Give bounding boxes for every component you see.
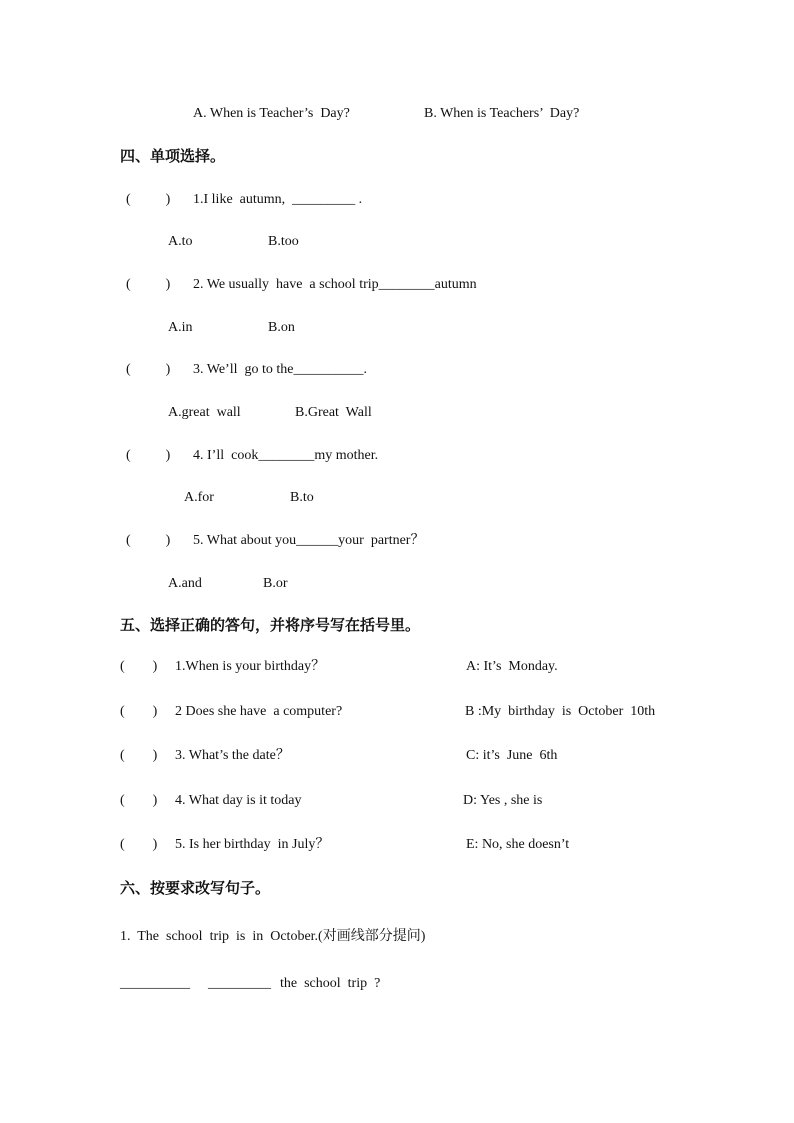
answer-bracket: ( ) [126,362,171,377]
question-text: 3. What’s the date？ [175,748,290,763]
question-text: 2 Does she have a computer? [175,704,343,719]
question-text: 4. I’ll cook________my mother. [193,448,379,463]
option-b: B.to [290,490,314,505]
option-a: A.for [184,490,214,505]
option-b: B.too [268,234,299,249]
answer-bracket: ( ) [120,793,158,808]
question-text: 2. We usually have a school trip________autumn [193,277,477,292]
question-text: 3. We’ll go to the__________. [193,362,367,377]
answer-bracket: ( ) [120,704,158,719]
question-text: 5. What about you______your partner？ [193,533,425,548]
section4-title: 四、单项选择。 [120,147,226,165]
answer-option: C: it’s June 6th [466,748,558,763]
rewrite-question: 1. The school trip is in October.(对画线部分提问) [120,929,426,944]
answer-bracket: ( ) [126,533,171,548]
answer-blank: __________ [120,976,190,991]
option-a: A.and [168,576,202,591]
answer-option: B :My birthday is October 10th [465,704,656,719]
option-a: A.great wall [168,405,241,420]
answer-bracket: ( ) [126,277,171,292]
answer-bracket: ( ) [126,448,171,463]
answer-option: E: No, she doesn’t [466,837,570,852]
top-option-b: B. When is Teachers’ Day? [424,106,580,121]
answer-bracket: ( ) [126,192,171,207]
sentence-tail: the school trip ? [280,976,381,991]
question-text: 1.When is your birthday？ [175,659,326,674]
section5-title: 五、选择正确的答句，并将序号写在括号里。 [120,616,421,634]
answer-option: A: It’s Monday. [466,659,558,674]
answer-bracket: ( ) [120,748,158,763]
section6-title: 六、按要求改写句子。 [120,879,271,897]
option-a: A.in [168,320,193,335]
answer-bracket: ( ) [120,659,158,674]
option-b: B.on [268,320,295,335]
question-text: 1.I like autumn, _________ . [193,192,363,207]
answer-option: D: Yes , she is [463,793,543,808]
question-text: 5. Is her birthday in July？ [175,837,330,852]
option-a: A.to [168,234,193,249]
top-option-a: A. When is Teacher’s Day? [193,106,350,121]
option-b: B.Great Wall [295,405,372,420]
answer-bracket: ( ) [120,837,158,852]
answer-blank: _________ [208,976,271,991]
option-b: B.or [263,576,288,591]
question-text: 4. What day is it today [175,793,302,808]
